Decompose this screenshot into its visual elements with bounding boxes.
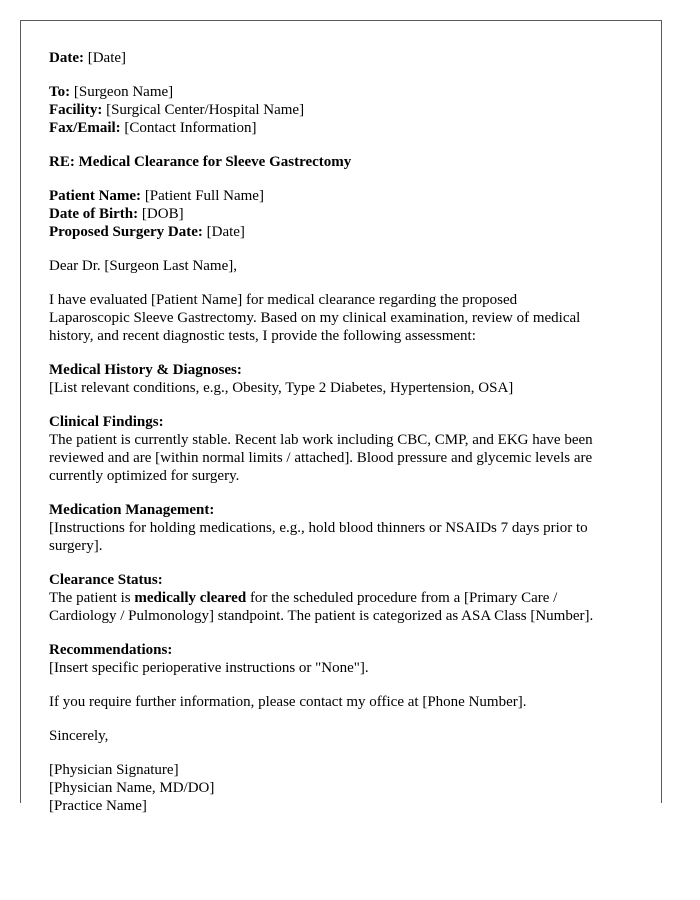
patient-name-value: [Patient Full Name] bbox=[144, 188, 264, 204]
clearance-section bbox=[49, 571, 635, 625]
findings-line: currently optimized for surgery. bbox=[49, 468, 240, 484]
intro-line: I have evaluated [Patient Name] for medical clearance regarding the proposed bbox=[49, 292, 518, 308]
practice-name-line: [Practice Name] bbox=[49, 798, 147, 814]
surgery-date-value: [Date] bbox=[206, 224, 245, 240]
closing-note-block bbox=[49, 693, 635, 711]
recommendations-heading: Recommendations: bbox=[49, 642, 173, 658]
physician-name-line: [Physician Name, MD/DO] bbox=[49, 780, 215, 796]
patient-name-label: Patient Name: bbox=[49, 188, 142, 204]
surgery-date-label: Proposed Surgery Date: bbox=[49, 224, 203, 240]
letter-body bbox=[49, 49, 635, 831]
closing-note: If you require further information, please contact my office at [Phone Number]. bbox=[49, 694, 527, 710]
clearance-heading: Clearance Status: bbox=[49, 572, 163, 588]
history-heading: Medical History & Diagnoses: bbox=[49, 362, 242, 378]
clearance-line bbox=[49, 589, 635, 607]
closing: Sincerely, bbox=[49, 728, 109, 744]
findings-line: reviewed and are [within normal limits / attached]. Blood pressure and glycemic levels are bbox=[49, 450, 593, 466]
findings-section bbox=[49, 413, 635, 485]
patient-name-line bbox=[49, 187, 635, 205]
clearance-line: Cardiology / Pulmonology] standpoint. The patient is categorized as ASA Class [Number]. bbox=[49, 608, 594, 624]
salutation: Dear Dr. [Surgeon Last Name], bbox=[49, 258, 237, 274]
recipient-block bbox=[49, 83, 635, 137]
to-line bbox=[49, 83, 635, 101]
surgery-date-line bbox=[49, 223, 635, 241]
dob-line bbox=[49, 205, 635, 223]
clearance-text-post: for the scheduled procedure from a [Primary Care / bbox=[246, 590, 558, 606]
facility-value: [Surgical Center/Hospital Name] bbox=[106, 102, 305, 118]
patient-block bbox=[49, 187, 635, 241]
signature-line: [Physician Signature] bbox=[49, 762, 179, 778]
contact-value: [Contact Information] bbox=[124, 120, 257, 136]
salutation-block bbox=[49, 257, 635, 275]
medication-line: surgery]. bbox=[49, 538, 103, 554]
dob-label: Date of Birth: bbox=[49, 206, 139, 222]
date-line bbox=[49, 49, 635, 67]
date-value: [Date] bbox=[87, 50, 127, 66]
history-section bbox=[49, 361, 635, 397]
letter-page bbox=[20, 20, 662, 814]
recommendations-text: [Insert specific perioperative instructions or "None"]. bbox=[49, 660, 369, 676]
clearance-text-pre: The patient is bbox=[49, 590, 135, 606]
dob-value: [DOB] bbox=[141, 206, 184, 222]
intro-line: Laparoscopic Sleeve Gastrectomy. Based on my clinical examination, review of medical bbox=[49, 310, 581, 326]
signature-block bbox=[49, 761, 635, 815]
to-value: [Surgeon Name] bbox=[73, 84, 174, 100]
facility-label: Facility: bbox=[49, 102, 103, 118]
subject-block bbox=[49, 153, 635, 171]
closing-block bbox=[49, 727, 635, 745]
contact-label: Fax/Email: bbox=[49, 120, 121, 136]
contact-line bbox=[49, 119, 635, 137]
intro-paragraph bbox=[49, 291, 635, 345]
intro-line: history, and recent diagnostic tests, I provide the following assessment: bbox=[49, 328, 476, 344]
recommendations-section bbox=[49, 641, 635, 677]
history-text: [List relevant conditions, e.g., Obesity, Type 2 Diabetes, Hypertension, OSA] bbox=[49, 380, 514, 396]
medication-line: [Instructions for holding medications, e.g., hold blood thinners or NSAIDs 7 days prior to bbox=[49, 520, 588, 536]
medication-section bbox=[49, 501, 635, 555]
medication-heading: Medication Management: bbox=[49, 502, 215, 518]
clearance-status-emphasis: medically cleared bbox=[134, 590, 247, 606]
subject-line: RE: Medical Clearance for Sleeve Gastrectomy bbox=[49, 154, 352, 170]
date-block bbox=[49, 49, 635, 67]
facility-line bbox=[49, 101, 635, 119]
date-label: Date: bbox=[49, 50, 84, 66]
to-label: To: bbox=[49, 84, 71, 100]
findings-line: The patient is currently stable. Recent lab work including CBC, CMP, and EKG have been bbox=[49, 432, 593, 448]
findings-heading: Clinical Findings: bbox=[49, 414, 164, 430]
